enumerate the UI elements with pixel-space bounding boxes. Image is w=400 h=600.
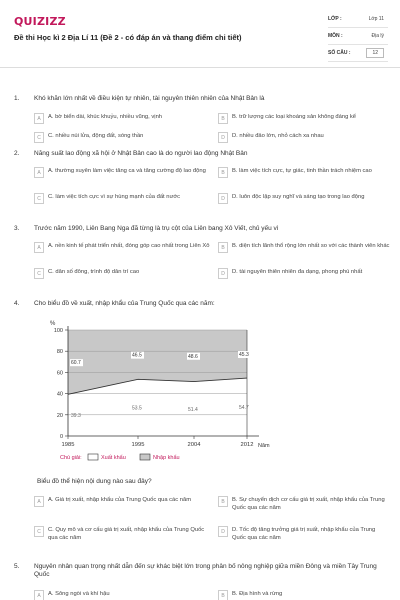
- option-text: A. Sông ngòi và khí hậu: [48, 591, 110, 597]
- option-text: B. Sự chuyển dịch cơ cấu giá trị xuất, nhập khẩu của Trung Quốc qua các năm: [232, 497, 385, 511]
- chart-legend: [60, 454, 180, 461]
- question-number: 1.: [14, 95, 20, 102]
- y-tick-label: 0: [59, 434, 63, 440]
- option-text: B. trữ lượng các loại khoáng sản không đáng kể: [232, 114, 357, 120]
- export-data-label: 51.4: [188, 406, 198, 413]
- legend-label-import: Nhập khẩu: [153, 455, 180, 461]
- option-letter: B: [218, 167, 228, 178]
- meta-value-class: Lớp 11: [368, 16, 384, 22]
- option-text: B. diện tích lãnh thổ rộng lớn nhất so với các thành viên khác: [232, 243, 390, 249]
- question-text: Khó khăn lớn nhất về điều kiện tự nhiên, tài nguyên thiên nhiên của Nhật Bản là: [34, 95, 265, 102]
- area-chart-svg: [34, 316, 284, 466]
- export-data-label: 53.5: [132, 405, 142, 412]
- meta-row-class: [328, 14, 388, 28]
- y-tick-label: 20: [56, 412, 63, 419]
- option-letter: B: [218, 113, 228, 124]
- meta-label-class: LỚP :: [328, 16, 342, 22]
- document-title: Đề thi Học kì 2 Địa Lí 11 (Đề 2 - có đáp án và thang điểm chi tiết): [14, 33, 242, 42]
- x-tick-label: 2012: [240, 442, 254, 448]
- legend-title: Chú giải:: [60, 455, 82, 461]
- option-text: C. Quy mô và cơ cấu giá trị xuất, nhập khẩu của Trung Quốc qua các năm: [48, 527, 205, 541]
- option-letter: C: [34, 132, 44, 143]
- legend-swatch-import: [140, 454, 150, 460]
- option-text: A. nền kinh tế phát triển nhất, đóng góp cao nhất trong Liên Xô: [48, 243, 210, 249]
- import-data-label: 45.3: [239, 352, 249, 359]
- option-letter: D: [218, 526, 228, 537]
- meta-panel: [328, 14, 388, 65]
- import-data-label: 46.5: [132, 352, 142, 359]
- meta-value-subject: Địa lý: [371, 33, 384, 39]
- meta-label-count: SỐ CÂU :: [328, 50, 351, 56]
- option-letter: A: [34, 242, 44, 253]
- option-letter: B: [218, 242, 228, 253]
- meta-row-count: [328, 48, 388, 62]
- option-letter: A: [34, 113, 44, 124]
- option-text: D. luôn độc lập suy nghĩ và sáng tạo trong lao động: [232, 194, 365, 200]
- option-letter: A: [34, 496, 44, 507]
- question-number: 2.: [14, 150, 20, 157]
- option-letter: D: [218, 268, 228, 279]
- chart-marks: [54, 326, 259, 448]
- option-text: D. nhiều đảo lớn, nhỏ cách xa nhau: [232, 133, 324, 139]
- y-tick-label: 40: [56, 391, 63, 398]
- option-text: A. bờ biển dài, khúc khuỷu, nhiều vũng, vịnh: [48, 114, 163, 120]
- option-text: B. Địa hình và rừng: [232, 591, 283, 597]
- export-data-label: 39.3: [71, 413, 81, 420]
- option-letter: A: [34, 167, 44, 178]
- export-data-label: 54.7: [239, 405, 249, 412]
- question-text: Trước năm 1990, Liên Bang Nga đã từng là trụ cột của Liên bang Xô Viết, chủ yếu vì: [34, 225, 279, 232]
- page-header: [0, 0, 400, 68]
- import-data-label: 60.7: [71, 360, 81, 367]
- y-tick-label: 100: [53, 328, 63, 334]
- x-axis-unit-label: Năm: [258, 443, 270, 449]
- option-letter: B: [218, 590, 228, 600]
- question-text: Nguyên nhân quan trọng nhất dẫn đến sự khác biệt lớn trong phân bố nông nghiệp giữa miền Đông và miền Tây Trung Quốc: [34, 563, 377, 578]
- question-number: 4.: [14, 300, 20, 307]
- legend-label-export: Xuất khẩu: [101, 455, 126, 461]
- quizizz-logo: QUIZIZZ: [14, 15, 66, 28]
- sub-question-text: Biểu đồ thể hiện nội dung nào sau đây?: [37, 478, 152, 485]
- option-letter: C: [34, 268, 44, 279]
- export-import-chart: [34, 316, 284, 466]
- option-text: B. làm việc tích cực, tự giác, tinh thần trách nhiệm cao: [232, 168, 372, 174]
- x-tick-label: 1995: [131, 442, 145, 448]
- option-text: D. tài nguyên thiên nhiên đa dạng, phong phú nhất: [232, 269, 363, 275]
- y-tick-label: 60: [56, 370, 63, 377]
- question-number: 3.: [14, 225, 20, 232]
- option-letter: C: [34, 526, 44, 537]
- option-letter: D: [218, 132, 228, 143]
- meta-value-count: 12: [366, 48, 384, 58]
- import-data-label: 48.6: [188, 353, 198, 360]
- option-letter: C: [34, 193, 44, 204]
- option-letter: A: [34, 590, 44, 600]
- x-tick-label: 1985: [61, 442, 75, 448]
- option-text: C. nhiều núi lửa, động đất, sóng thần: [48, 133, 144, 139]
- option-text: C. dân số đông, trình độ dân trí cao: [48, 269, 140, 275]
- option-letter: D: [218, 193, 228, 204]
- option-text: A. thường xuyên làm việc tăng ca và tăng cường độ lao động: [48, 168, 206, 174]
- y-axis-unit-label: %: [50, 321, 56, 327]
- question-number: 5.: [14, 563, 20, 570]
- y-tick-label: 80: [56, 349, 63, 356]
- option-letter: B: [218, 496, 228, 507]
- question-text: Năng suất lao động xã hội ở Nhật Bản cao là do người lao động Nhật Bản: [34, 150, 248, 157]
- meta-label-subject: MÔN :: [328, 33, 343, 39]
- x-tick-label: 2004: [187, 442, 201, 448]
- option-text: D. Tốc độ tăng trưởng giá trị xuất, nhập khẩu của Trung Quốc qua các năm: [232, 527, 376, 541]
- legend-swatch-export: [88, 454, 98, 460]
- question-text: Cho biểu đồ về xuất, nhập khẩu của Trung Quốc qua các năm:: [34, 300, 215, 307]
- option-text: C. làm việc tích cực vì sự hùng mạnh của đất nước: [48, 194, 181, 200]
- option-text: A. Giá trị xuất, nhập khẩu của Trung Quốc qua các năm: [48, 497, 192, 503]
- meta-row-subject: [328, 31, 388, 45]
